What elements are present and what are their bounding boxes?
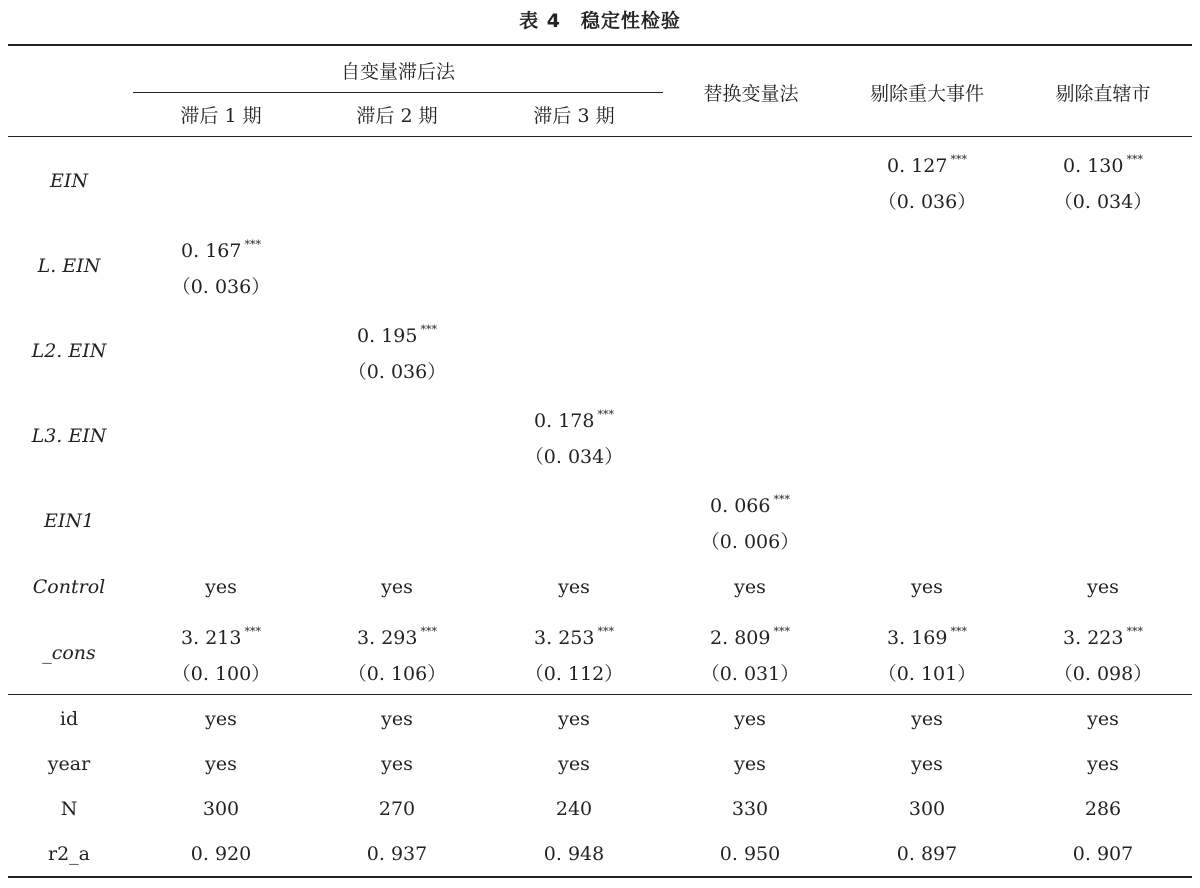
significance-stars: *** (950, 153, 967, 166)
standard-error: （0. 098） (1053, 663, 1153, 685)
col-header-lag2: 滞后 2 期 (356, 105, 438, 127)
table-cell: yes (911, 576, 943, 598)
table-cell: yes (205, 708, 237, 730)
table-cell: yes (734, 753, 766, 775)
col-header-exclude-events: 剔除重大事件 (869, 83, 984, 105)
standard-error: （0. 101） (877, 663, 977, 685)
significance-stars: *** (244, 625, 261, 638)
table-cell: yes (558, 708, 590, 730)
standard-error: （0. 112） (524, 663, 624, 685)
coefficient-value: 0. 066 (710, 495, 771, 517)
group-header: 自变量滞后法 (340, 61, 455, 83)
standard-error: （0. 100） (171, 663, 271, 685)
standard-error: （0. 036） (877, 191, 977, 213)
table-cell: 0. 950 (719, 843, 781, 865)
table-cell: 270 (378, 798, 416, 820)
standard-error: （0. 106） (347, 663, 447, 685)
significance-stars: *** (773, 625, 790, 638)
table-title: 表 4 稳定性检验 (519, 10, 681, 32)
significance-stars: *** (244, 238, 261, 251)
header-rule (8, 136, 1192, 137)
table-cell: 0. 937 (366, 843, 428, 865)
table-cell: 300 (202, 798, 240, 820)
table-cell: 0. 948 (543, 843, 605, 865)
group-header-rule (133, 92, 663, 93)
table-cell: 300 (908, 798, 946, 820)
row-label: L2. EIN (31, 340, 107, 362)
row-label: year (47, 753, 91, 775)
row-label: EIN1 (43, 510, 95, 532)
significance-stars: *** (597, 408, 614, 421)
table-cell: yes (558, 753, 590, 775)
coefficient (1015, 153, 1191, 177)
table-cell: 330 (731, 798, 769, 820)
significance-stars: *** (597, 625, 614, 638)
table-cell: 286 (1084, 798, 1122, 820)
col-header-replace-variable: 替换变量法 (703, 83, 799, 105)
table-cell: 0. 897 (896, 843, 958, 865)
coefficient (309, 323, 485, 347)
row-label: r2_a (48, 843, 90, 865)
table-cell: yes (734, 708, 766, 730)
coefficient-value: 3. 223 (1063, 627, 1124, 649)
coefficient-value: 3. 213 (181, 627, 242, 649)
table-cell: 240 (555, 798, 593, 820)
table-cell: yes (1087, 708, 1119, 730)
table-cell: yes (205, 576, 237, 598)
standard-error: （0. 034） (524, 446, 624, 468)
coefficient-value: 3. 293 (357, 627, 418, 649)
coefficient (486, 408, 662, 432)
table-cell: yes (1087, 753, 1119, 775)
table-cell: 0. 907 (1072, 843, 1134, 865)
coefficient-value: 2. 809 (710, 627, 771, 649)
significance-stars: *** (420, 323, 437, 336)
coefficient-value: 3. 253 (534, 627, 595, 649)
standard-error: （0. 036） (171, 276, 271, 298)
col-header-exclude-municipalities: 剔除直辖市 (1055, 83, 1151, 105)
table-cell: yes (1087, 576, 1119, 598)
significance-stars: *** (420, 625, 437, 638)
top-rule (8, 44, 1192, 46)
significance-stars: *** (1126, 153, 1143, 166)
standard-error: （0. 031） (700, 663, 800, 685)
significance-stars: *** (1126, 625, 1143, 638)
significance-stars: *** (773, 493, 790, 506)
coefficient (839, 153, 1015, 177)
row-label: L3. EIN (31, 425, 107, 447)
coefficient-value: 0. 195 (357, 325, 418, 347)
coefficient (486, 625, 662, 649)
coefficient (133, 625, 309, 649)
coefficient (662, 493, 838, 517)
bottom-rule (8, 876, 1192, 878)
table-cell: yes (381, 753, 413, 775)
coefficient-value: 0. 167 (181, 240, 242, 262)
coefficient-value: 0. 127 (887, 155, 948, 177)
row-label: _cons (42, 642, 96, 664)
standard-error: （0. 034） (1053, 191, 1153, 213)
row-label: L. EIN (37, 255, 101, 277)
coefficient-value: 0. 178 (534, 410, 595, 432)
standard-error: （0. 036） (347, 361, 447, 383)
table-cell: yes (911, 708, 943, 730)
table-cell: yes (911, 753, 943, 775)
col-header-lag1: 滞后 1 期 (180, 105, 262, 127)
coefficient (839, 625, 1015, 649)
table-cell: yes (381, 576, 413, 598)
row-label: EIN (50, 170, 88, 192)
coefficient (309, 625, 485, 649)
coefficient-value: 3. 169 (887, 627, 948, 649)
row-label: Control (32, 576, 106, 598)
table-cell: yes (205, 753, 237, 775)
table-cell: 0. 920 (190, 843, 252, 865)
coefficient (662, 625, 838, 649)
table-cell: yes (558, 576, 590, 598)
table-cell: yes (381, 708, 413, 730)
footer-rule (8, 694, 1192, 695)
coefficient (1015, 625, 1191, 649)
standard-error: （0. 006） (700, 531, 800, 553)
table-cell: yes (734, 576, 766, 598)
coefficient-value: 0. 130 (1063, 155, 1124, 177)
significance-stars: *** (950, 625, 967, 638)
row-label: N (60, 798, 78, 820)
row-label: id (59, 708, 79, 730)
col-header-lag3: 滞后 3 期 (533, 105, 615, 127)
coefficient (133, 238, 309, 262)
